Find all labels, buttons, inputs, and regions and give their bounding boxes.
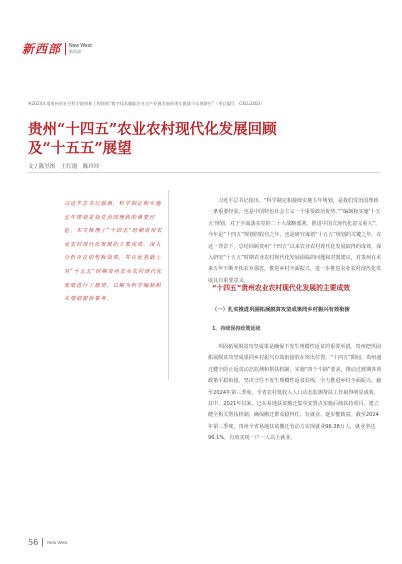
section-heading: “十四五”贵州农业农村现代化发展的主要成效 (212, 284, 351, 292)
article-authors: 文 / 陈昱彤 王红霞 陈玲玲 (28, 164, 100, 170)
intro-paragraph: 习近平总书记指出，“科学制定和接续实施五年规划，是我们党治国理政一条重要经验，也是中国特色社会主义一个重要政治优势。”“编制和实施‘十五五’规划，对于全面落实党的二十大战略部署、推进中国式现代化意义重大”。今年是“十四五”规划的收官之年，也是研究谋划“十五五”规划的关键之年。在这一背景下，总结回顾贵州“十四五”以来农业农村现代化发展取得的成效，深入研究“十五五”时期农业农村现代化发展面临的问题和对策建议，对贵州在未来五年不断开拓农业强省，推进乡村全面振兴，进一步推进农业农村现代化发展具有重要意义。 (208, 198, 382, 284)
body-column (208, 342, 382, 445)
subsection-heading: （一）扎实推进巩固拓展脱贫攻坚成果同乡村振兴有效衔接 (212, 307, 350, 313)
title-line-2: 及“十五五”展望 (28, 140, 132, 157)
subsubsection-heading: 1．持续保持政策延续 (212, 326, 261, 332)
project-note: ※2024年度贵州省社会科学院创新工程资助“数字技术赋能农业全产业链发展的现实挑战与实现路径”（项目编号：CXLL2403） (28, 101, 265, 106)
header-divider (28, 172, 380, 173)
logo-english: New West (69, 42, 92, 49)
body-paragraph: 巩固拓展脱贫攻坚成果是确保不发生规模性返贫的重要举措。贵州把巩固拓展脱贫攻坚成果同乡村振兴有效衔接放在突出位置，“十四五”期间，贵州通过健全防止返贫动态监测和帮扶机制，实施“四个不摘”要求，推动过渡期各项政策平稳衔接，坚决守住不发生规模性返贫底线，全力推进乡村全面振兴。截至2024年第三季度，全省农村低收入人口动态监测帮扶工作取得明显成效，其中，2021年以来，已在易地扶贫搬迁集中安置点实施后续扶持项目，建立健全相关帮扶机制，确保搬迁群众稳得住、有就业、逐步能致富。截至2024年第三季度，贵州全省易地扶贫搬迁劳动力实现就业96.38万人，就业率达96.1%，有效实现一户一人以上就业。 (208, 344, 382, 442)
logo-english-sub: 新西部 (69, 48, 82, 54)
abstract-divider (168, 190, 169, 380)
intro-column (208, 196, 382, 287)
page-number: 56 (28, 538, 39, 547)
title-line-1: 贵州“十四五”农业农村现代化发展回顾 (28, 121, 277, 138)
masthead-logo (22, 40, 92, 57)
page-footer (28, 538, 68, 547)
article-title (28, 120, 328, 158)
logo-box (65, 43, 92, 55)
publication-name: New West (47, 540, 68, 545)
footer-divider (42, 538, 43, 547)
article-abstract: 习近平总书记强调，科学制定和实施五年规划是我党治国理政的重要经验。本文梳理了“十四五”时期贵州农业农村现代化发展的主要成效，深入分析存在的短板弱项，并在此基础上对“十五五”时期贵州农业农村现代化发展进行了展望，以期为科学编制相关规划提供参考。 (64, 201, 163, 303)
logo-chinese: 新西部 (22, 42, 62, 56)
